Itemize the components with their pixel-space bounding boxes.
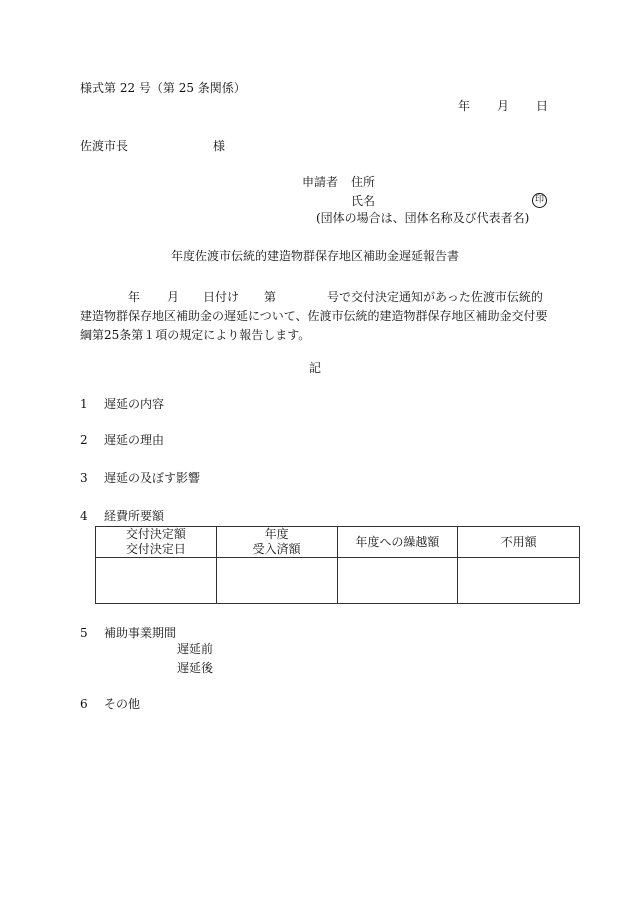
cell-unused-amount (458, 558, 580, 604)
header-received: 受入済額 (252, 542, 301, 556)
form-number: 様式第 22 号（第 25 条関係） (80, 81, 246, 95)
table-row (96, 558, 580, 604)
item-number-5: 5 (80, 626, 88, 640)
table-header-row (96, 527, 580, 558)
header-carryover-amount: 年度への繰越額 (337, 527, 458, 558)
date-year-label: 年 (458, 99, 471, 113)
item-number-1: 1 (80, 397, 88, 411)
body-rest: 号で交付決定通知があった佐渡市伝統的 (327, 290, 543, 304)
item-label-6: その他 (104, 697, 141, 711)
document-title: 年度佐渡市伝統的建造物群保存地区補助金遅延報告書 (170, 249, 459, 263)
item-number-6: 6 (80, 697, 88, 711)
body-line-3: 綱第25条第１項の規定により報告します。 (80, 328, 311, 342)
expense-table (95, 526, 580, 604)
item-number-4: 4 (80, 509, 88, 523)
item-number-3: 3 (80, 471, 88, 485)
body-dai: 第 (264, 290, 277, 304)
applicant-label: 申請者 (302, 175, 339, 189)
body-paragraph (80, 288, 560, 345)
body-dated: 日付け (203, 290, 240, 304)
addressee-honorific: 様 (213, 139, 226, 153)
header-unused-amount: 不用額 (458, 527, 580, 558)
cell-carryover-amount (337, 558, 458, 604)
organization-note: (団体の場合は、団体名称及び代表者名) (316, 211, 530, 225)
cell-received-amount (216, 558, 337, 604)
header-fiscal-year: 年度 (264, 527, 289, 541)
body-month: 月 (167, 290, 180, 304)
addressee-name: 佐渡市長 (80, 139, 129, 153)
item-label-2: 遅延の理由 (104, 433, 165, 447)
body-year: 年 (128, 290, 141, 304)
header-decision-amount: 交付決定額 (125, 527, 186, 541)
item-label-3: 遅延の及ぼす影響 (104, 471, 201, 485)
period-before-label: 遅延前 (177, 642, 214, 656)
cell-decision-amount (96, 558, 217, 604)
header-received-amount (216, 527, 337, 558)
header-decision-date: 交付決定日 (125, 542, 186, 556)
body-line-2: 建造物群保存地区補助金の遅延について、佐渡市伝統的建造物群保存地区補助金交付要 (80, 309, 548, 323)
item-label-4: 経費所要額 (104, 509, 165, 523)
header-decision-amount-date (96, 527, 217, 558)
date-month-label: 月 (497, 99, 510, 113)
body-line-1 (80, 288, 560, 307)
date-day-label: 日 (536, 99, 549, 113)
item-label-5: 補助事業期間 (104, 626, 177, 640)
item-number-2: 2 (80, 433, 88, 447)
address-label: 住所 (351, 175, 376, 189)
item-label-1: 遅延の内容 (104, 397, 165, 411)
name-label: 氏名 (351, 194, 376, 208)
seal-mark: 印 (532, 193, 547, 208)
period-after-label: 遅延後 (177, 661, 214, 675)
ki-marker: 記 (308, 361, 321, 375)
